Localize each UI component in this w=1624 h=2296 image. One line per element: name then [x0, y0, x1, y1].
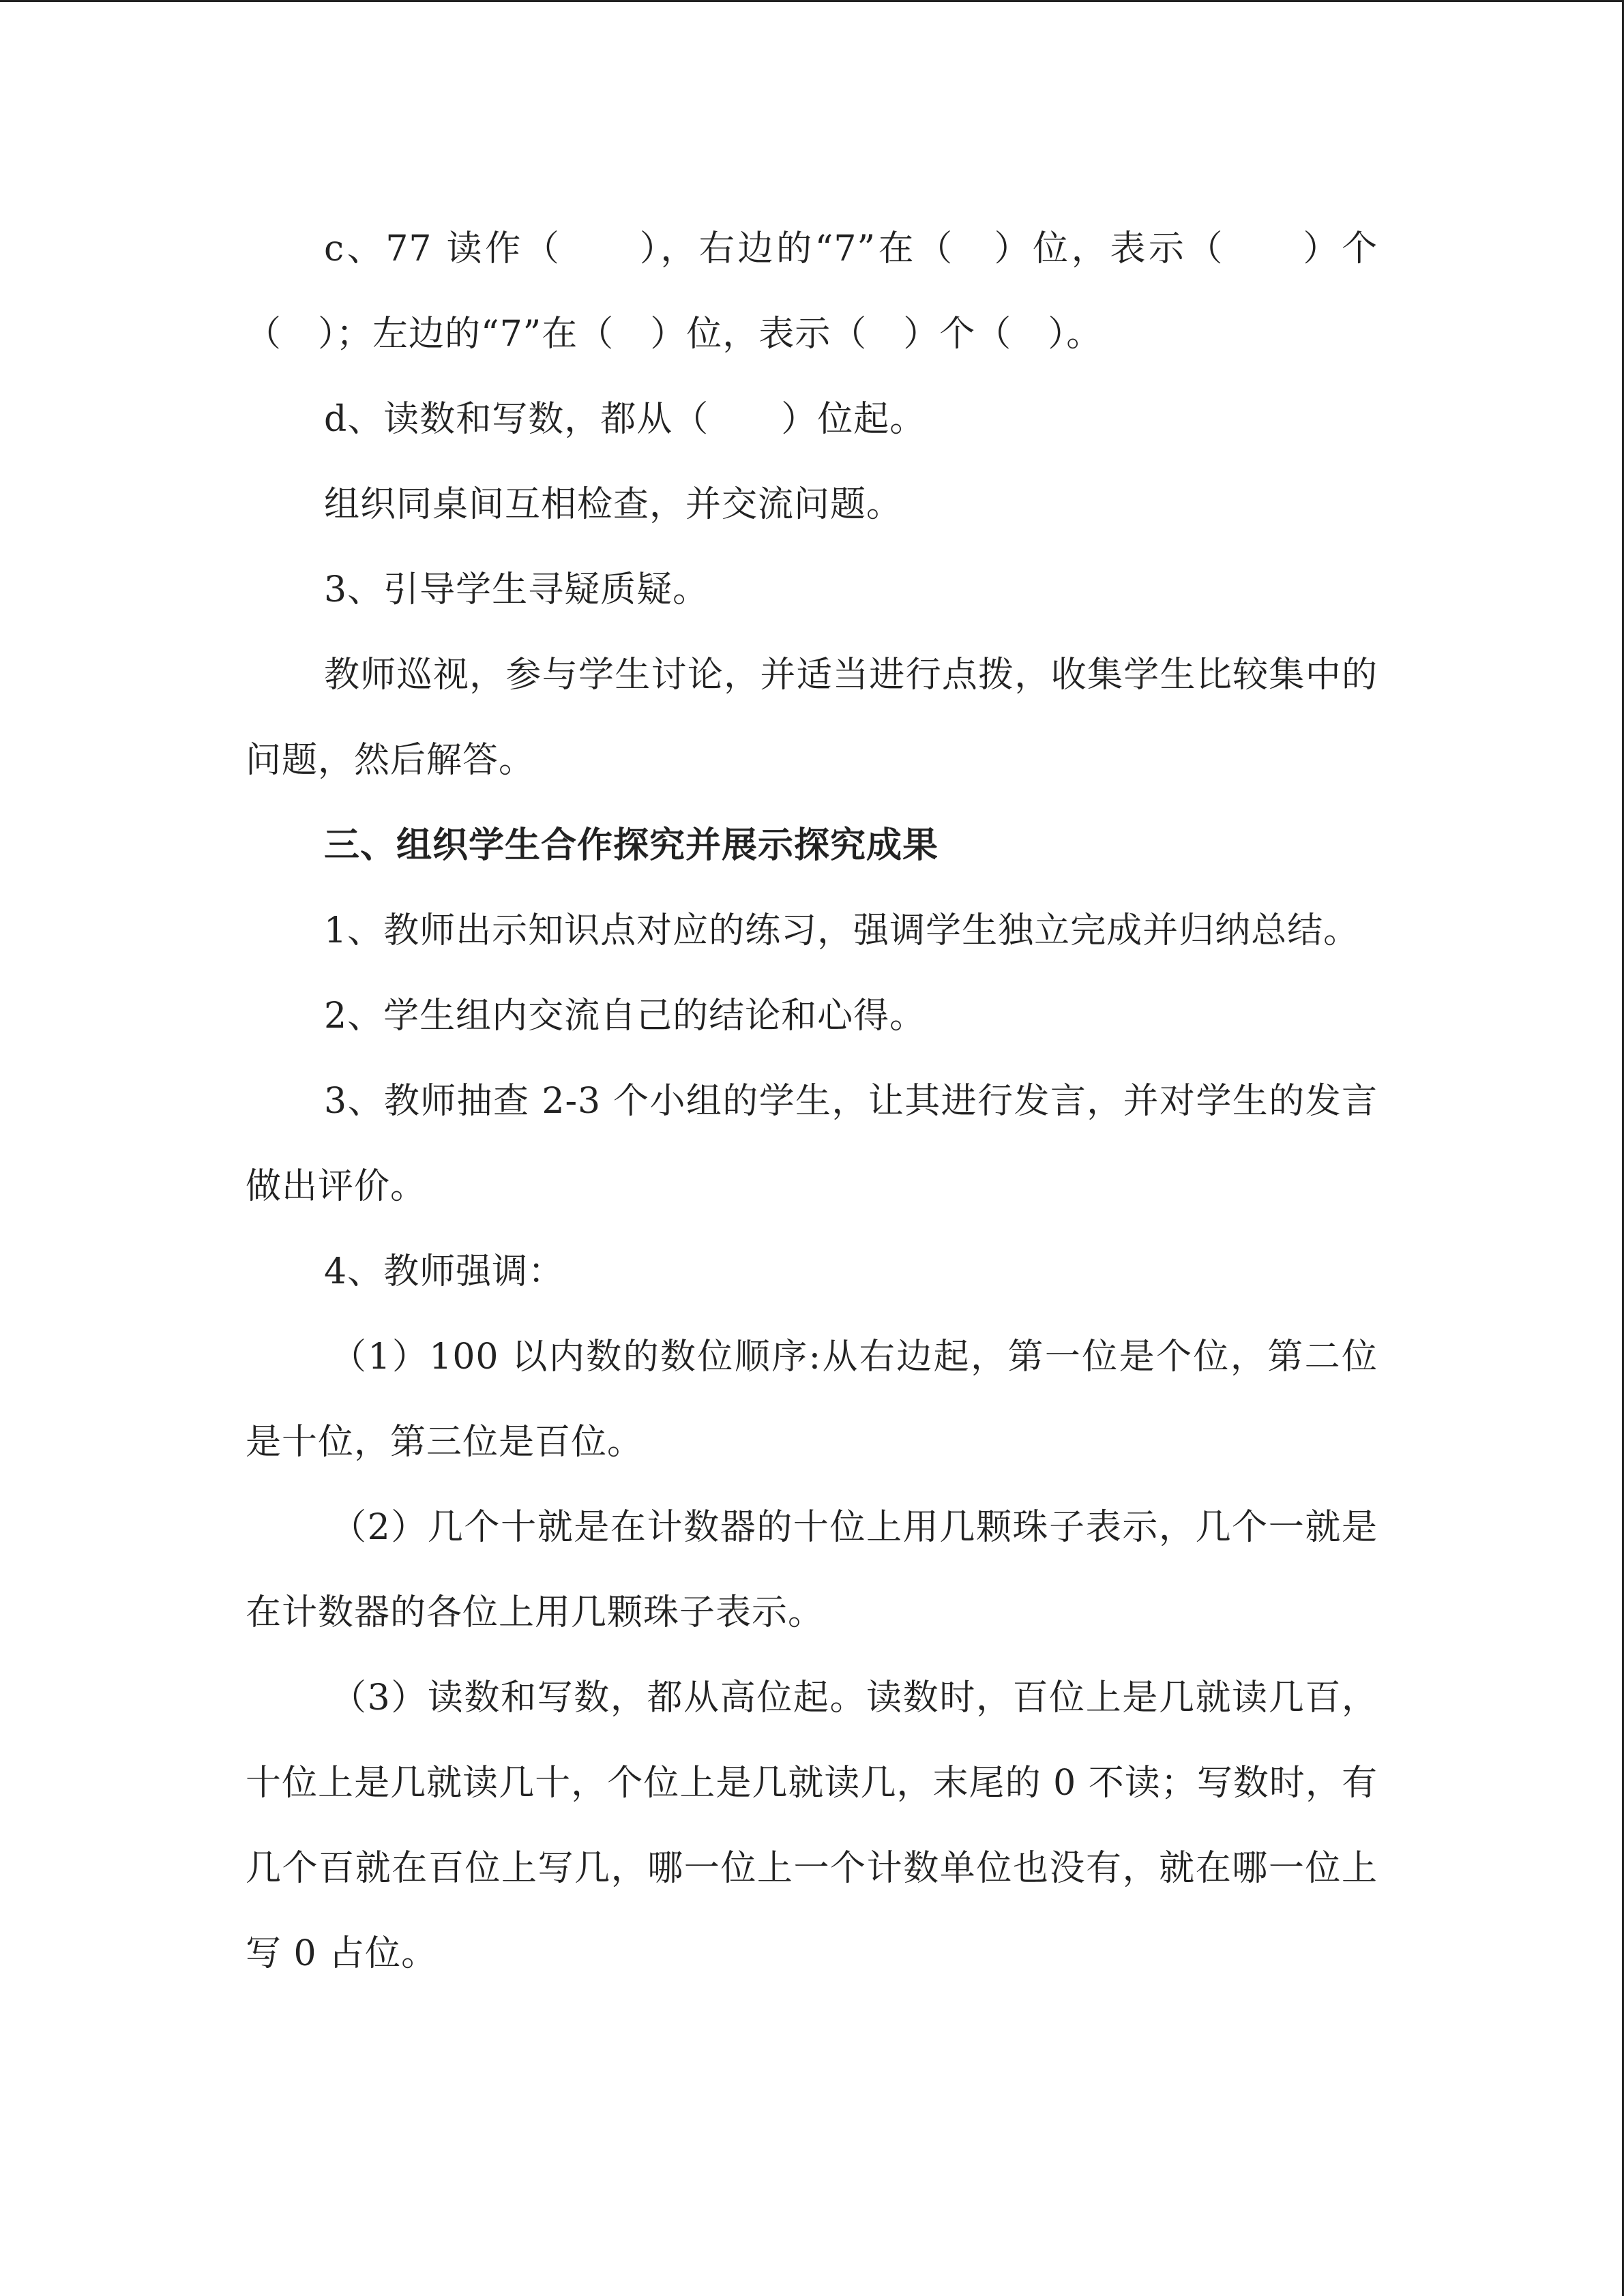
- section-heading: 三、组织学生合作探究并展示探究成果: [324, 825, 939, 866]
- paragraph-s3-step-2: 2、学生组内交流自己的结论和心得。: [324, 996, 926, 1037]
- paragraph-point-2: （2）几个十就是在计数器的十位上用几颗珠子表示，几个一就是在计数器的各位上用几颗珠子表示。: [246, 1507, 1378, 1633]
- paragraph-desk-check: 组织同桌间互相检查，并交流问题。: [324, 484, 903, 525]
- paragraph-s3-step-4: 4、教师强调：: [324, 1251, 565, 1292]
- paragraph-s3-step-3: 3、教师抽查 2-3 个小组的学生，让其进行发言，并对学生的发言做出评价。: [246, 1081, 1378, 1207]
- document-body: [246, 207, 1378, 1997]
- paragraph-item-c: c、77 读作（ ），右边的“7”在（ ）位，表示（ ）个（ ）；左边的“7”在（ ）位，表示（ ）个（ ）。: [246, 228, 1378, 355]
- paragraph-item-d: d、读数和写数，都从（ ）位起。: [324, 399, 926, 440]
- paragraph-teacher-patrol: 教师巡视，参与学生讨论，并适当进行点拨，收集学生比较集中的问题，然后解答。: [246, 655, 1378, 781]
- paragraph-point-1: （1）100 以内数的数位顺序:从右边起，第一位是个位，第二位是十位，第三位是百位。: [246, 1337, 1378, 1463]
- paragraph-s3-step-1: 1、教师出示知识点对应的练习，强调学生独立完成并归纳总结。: [324, 910, 1360, 951]
- paragraph-step-3: 3、引导学生寻疑质疑。: [324, 569, 709, 610]
- paragraph-point-3: （3）读数和写数，都从高位起。读数时，百位上是几就读几百，十位上是几就读几十，个位上是几就读几，末尾的 0 不读；写数时，有几个百就在百位上写几，哪一位上一个计数单位也没有，就在哪一位上写 0 占位。: [246, 1678, 1378, 1974]
